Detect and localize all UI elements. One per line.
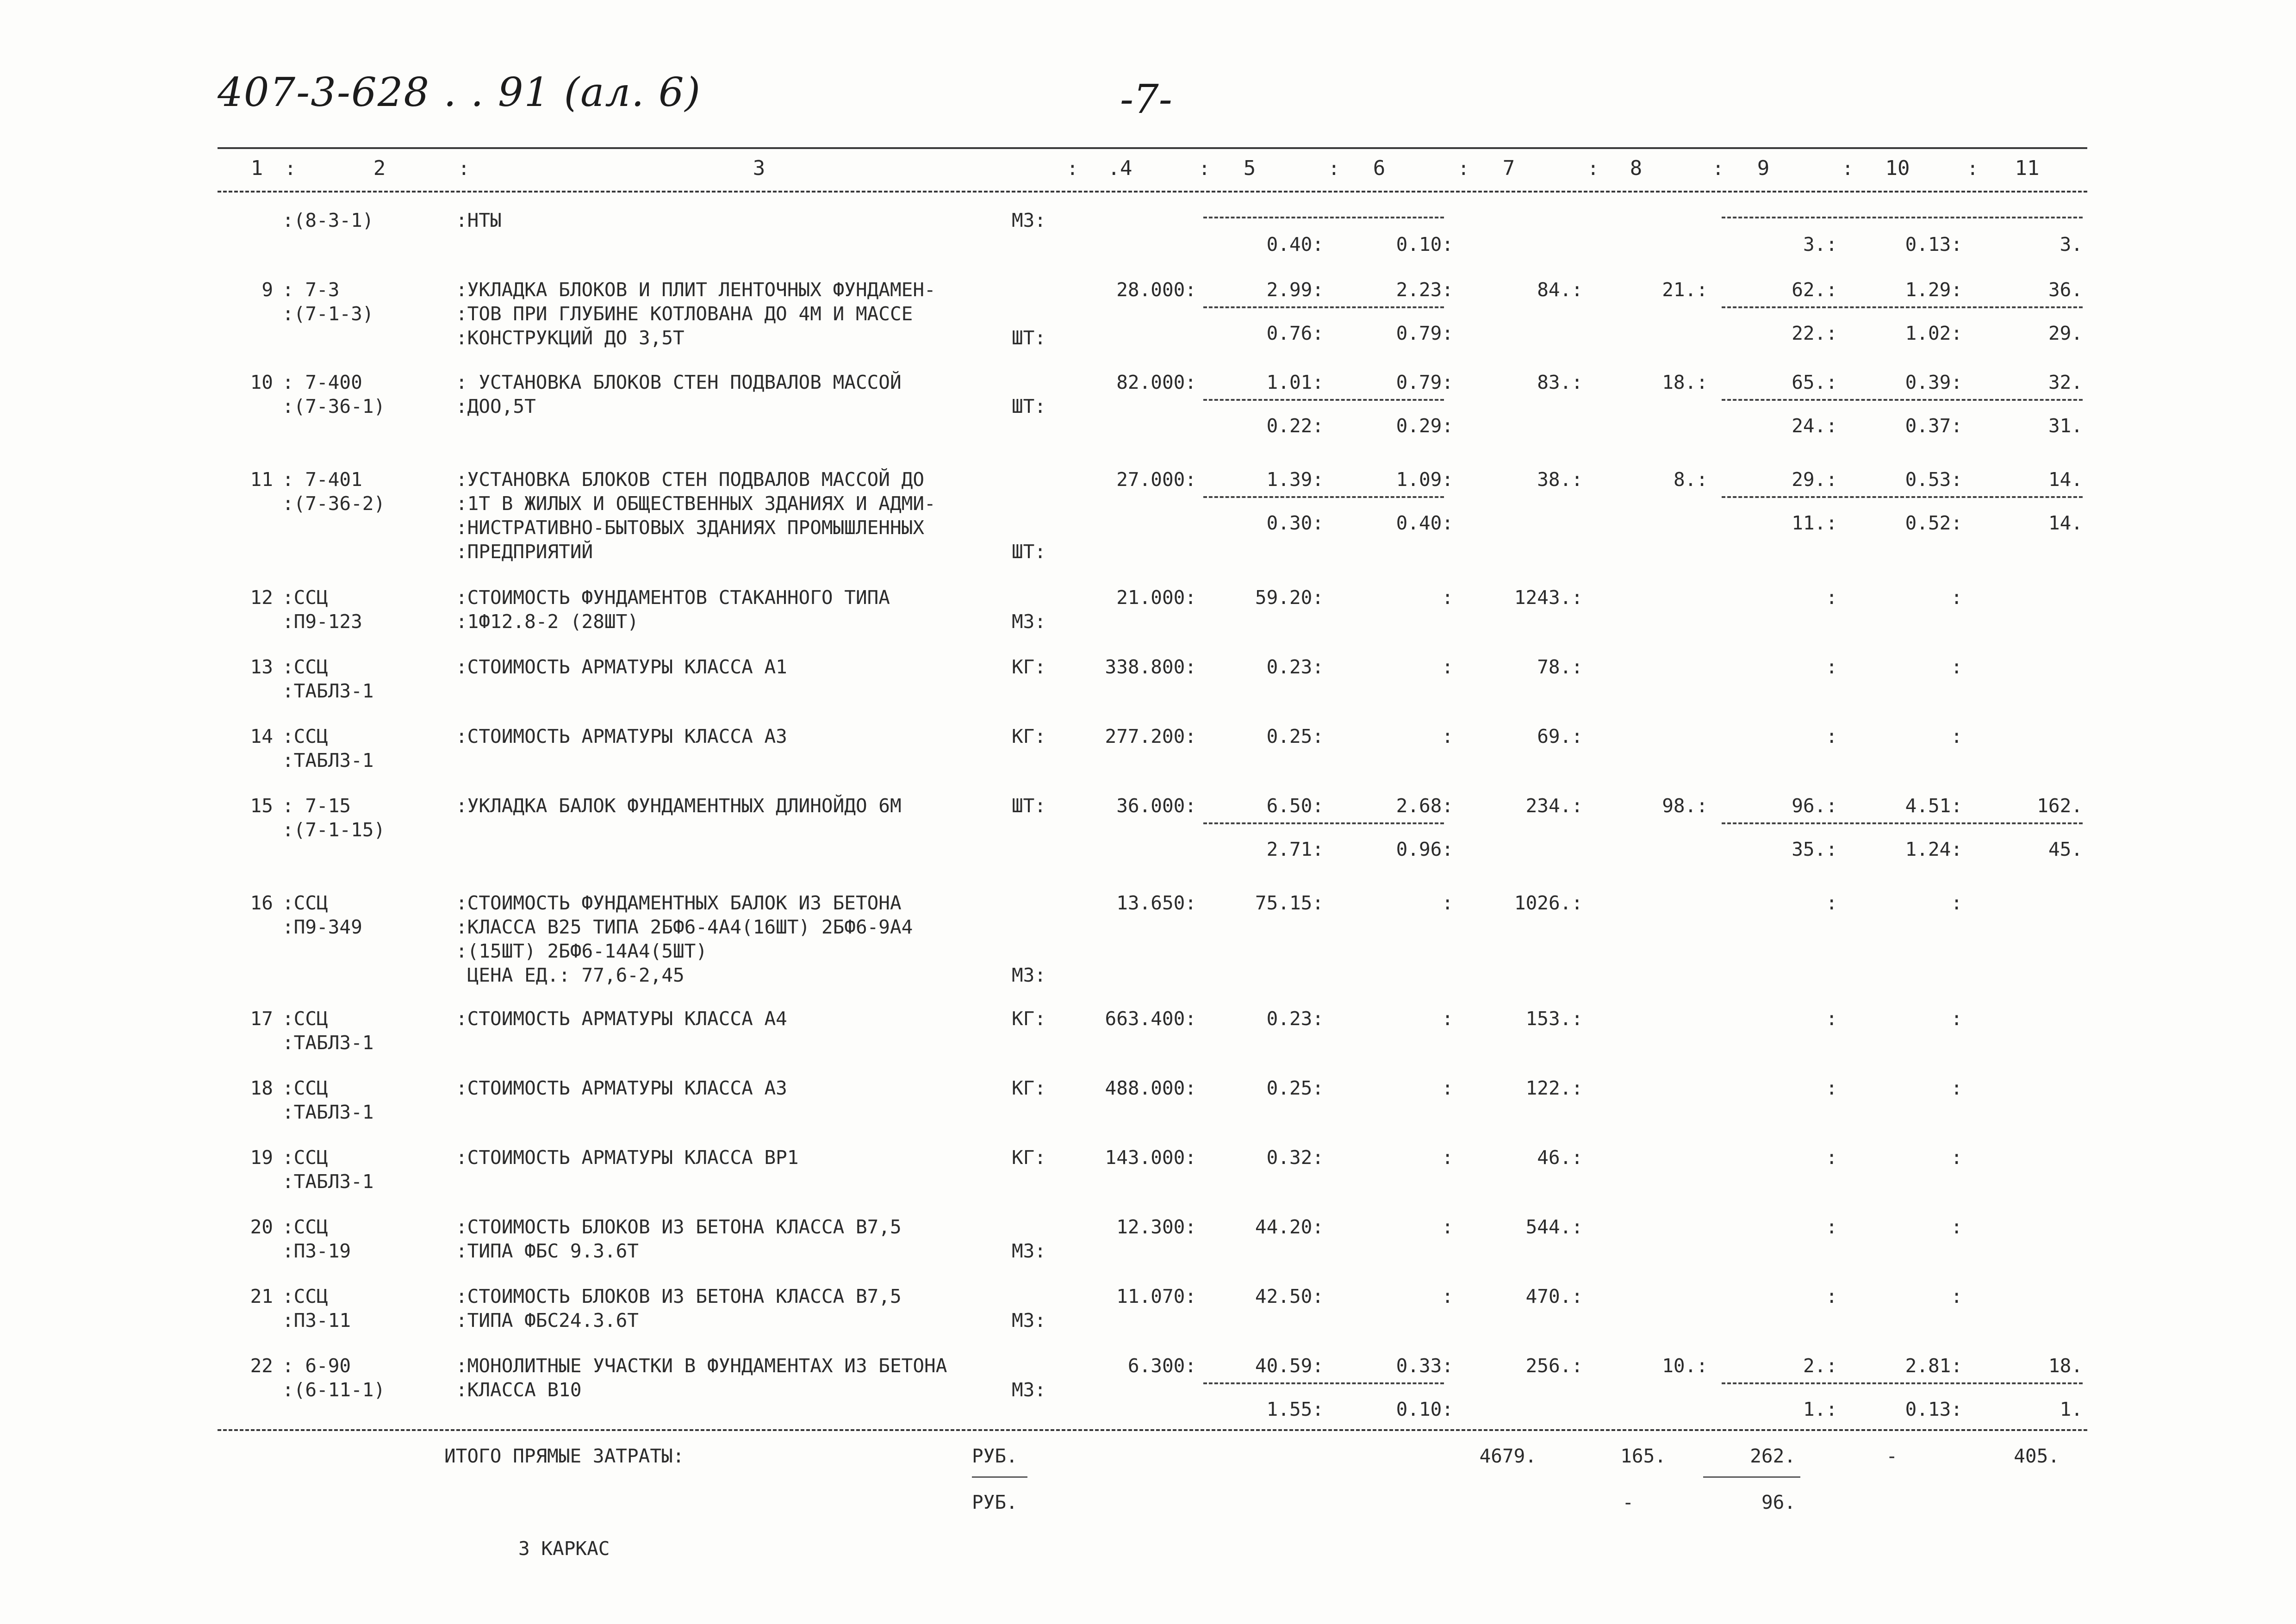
row-cell-c10: : <box>1951 725 1962 747</box>
sub-row-divider <box>1203 496 1444 498</box>
row-cell-c11: 1. <box>2060 1398 2083 1420</box>
sub-row-divider <box>1722 822 2083 824</box>
row-cell-c9: 29.: <box>1792 468 1837 491</box>
row-description: :СТОИМОСТЬ АРМАТУРЫ КЛАССА А3 <box>456 1077 787 1099</box>
totals-col9: 262. <box>1750 1445 1796 1467</box>
row-code: :ТАБЛ3-1 <box>282 1032 374 1054</box>
page-number: -7- <box>1120 76 1172 123</box>
row-cell-c7: 83.: <box>1537 371 1583 393</box>
row-description: :КЛАССА В25 ТИПА 2БФ6-4А4(16ШТ) 2БФ6-9А4 <box>456 916 913 938</box>
totals-col8-2: - <box>1622 1491 1634 1513</box>
row-cell-c9: 35.: <box>1792 838 1837 860</box>
row-cell-c5: 0.23: <box>1266 1008 1324 1030</box>
row-quantity: 663.400: <box>1105 1008 1196 1030</box>
row-code: :ССЦ <box>282 1285 328 1307</box>
column-separator: : <box>1199 157 1210 180</box>
column-separator: : <box>1328 157 1340 180</box>
row-cell-c10: 1.29: <box>1905 279 1962 301</box>
sub-row-divider <box>1203 399 1444 401</box>
row-cell-c9: 3.: <box>1803 233 1837 255</box>
row-cell-c5: 2.71: <box>1266 838 1324 860</box>
row-cell-c6: : <box>1442 586 1453 609</box>
row-cell-c10: : <box>1951 1077 1962 1099</box>
row-description: :СТОИМОСТЬ АРМАТУРЫ КЛАССА ВР1 <box>456 1146 799 1169</box>
sub-row-divider <box>1203 217 1444 218</box>
header-bottom-border <box>218 191 2087 193</box>
column-separator: : <box>1842 157 1854 180</box>
row-cell-c6: 0.10: <box>1396 233 1453 255</box>
row-description: :КОНСТРУКЦИЙ ДО 3,5Т <box>456 327 684 349</box>
row-description: :СТОИМОСТЬ БЛОКОВ ИЗ БЕТОНА КЛАССА В7,5 <box>456 1216 902 1238</box>
row-quantity: 28.000: <box>1116 279 1196 301</box>
row-description: :СТОИМОСТЬ АРМАТУРЫ КЛАССА А1 <box>456 656 787 678</box>
row-number: 10 <box>250 371 273 393</box>
totals-label: ИТОГО ПРЯМЫЕ ЗАТРАТЫ: <box>444 1445 684 1467</box>
row-quantity: 13.650: <box>1116 892 1196 914</box>
column-separator: : <box>285 157 296 180</box>
column-header-11: 11 <box>2015 156 2040 180</box>
row-cell-c5: 0.32: <box>1266 1146 1324 1169</box>
sub-row-divider <box>1722 399 2083 401</box>
row-quantity: 11.070: <box>1116 1285 1196 1307</box>
row-quantity: 27.000: <box>1116 468 1196 491</box>
row-cell-c5: 1.55: <box>1266 1398 1324 1420</box>
column-header-2: 2 <box>373 156 386 180</box>
sub-row-divider <box>1722 217 2083 218</box>
sub-row-divider <box>1722 496 2083 498</box>
sub-row-divider <box>1203 306 1444 308</box>
row-cell-c11: 14. <box>2048 468 2083 491</box>
row-cell-c10: : <box>1951 1285 1962 1307</box>
column-header-10: 10 <box>1885 156 1910 180</box>
row-description: :СТОИМОСТЬ ФУНДАМЕНТНЫХ БАЛОК ИЗ БЕТОНА <box>456 892 902 914</box>
row-unit: М3: <box>1011 964 1046 986</box>
totals-unit: РУБ. <box>972 1445 1018 1467</box>
row-cell-c10: 0.13: <box>1905 1398 1962 1420</box>
row-description: :МОНОЛИТНЫЕ УЧАСТКИ В ФУНДАМЕНТАХ ИЗ БЕТОНА <box>456 1355 947 1377</box>
row-cell-c5: 0.76: <box>1266 322 1324 344</box>
row-description: :1Т В ЖИЛЫХ И ОБЩЕСТВЕННЫХ ЗДАНИЯХ И АДМИ- <box>456 492 936 515</box>
row-unit: ШТ: <box>1011 327 1046 349</box>
row-cell-c8: 10.: <box>1662 1355 1708 1377</box>
column-separator: : <box>1587 157 1599 180</box>
row-description: :СТОИМОСТЬ ФУНДАМЕНТОВ СТАКАННОГО ТИПА <box>456 586 890 609</box>
row-number: 22 <box>250 1355 273 1377</box>
row-unit: М3: <box>1011 1379 1046 1401</box>
row-cell-c7: 256.: <box>1525 1355 1583 1377</box>
row-cell-c9: 1.: <box>1803 1398 1837 1420</box>
row-cell-c9: 11.: <box>1792 512 1837 534</box>
row-cell-c7: 122.: <box>1525 1077 1583 1099</box>
totals-underline-unit <box>972 1476 1027 1478</box>
row-code: :ССЦ <box>282 1216 328 1238</box>
row-code: : 6-90 <box>282 1355 351 1377</box>
row-cell-c11: 31. <box>2048 415 2083 437</box>
row-cell-c9: : <box>1826 586 1837 609</box>
row-unit: М3: <box>1011 1240 1046 1262</box>
row-code: : 7-3 <box>282 279 340 301</box>
row-number: 9 <box>261 279 273 301</box>
row-cell-c6: : <box>1442 656 1453 678</box>
row-cell-c7: 234.: <box>1525 795 1583 817</box>
row-cell-c7: 38.: <box>1537 468 1583 491</box>
row-cell-c11: 45. <box>2048 838 2083 860</box>
row-cell-c7: 153.: <box>1525 1008 1583 1030</box>
row-cell-c5: 1.01: <box>1266 371 1324 393</box>
row-code: :(7-36-2) <box>282 492 386 515</box>
row-description: :СТОИМОСТЬ БЛОКОВ ИЗ БЕТОНА КЛАССА В7,5 <box>456 1285 902 1307</box>
row-quantity: 21.000: <box>1116 586 1196 609</box>
row-quantity: 338.800: <box>1105 656 1196 678</box>
row-cell-c11: 18. <box>2048 1355 2083 1377</box>
row-quantity: 82.000: <box>1116 371 1196 393</box>
row-cell-c6: 0.10: <box>1396 1398 1453 1420</box>
row-cell-c6: 0.79: <box>1396 322 1453 344</box>
column-header-9: 9 <box>1757 156 1770 180</box>
column-header-1: 1 <box>250 156 263 180</box>
row-number: 19 <box>250 1146 273 1169</box>
row-description: :УКЛАДКА БЛОКОВ И ПЛИТ ЛЕНТОЧНЫХ ФУНДАМЕН- <box>456 279 936 301</box>
row-cell-c7: 1026.: <box>1514 892 1583 914</box>
sub-row-divider <box>1203 1382 1444 1384</box>
row-cell-c8: 18.: <box>1662 371 1708 393</box>
row-code: :(8-3-1) <box>282 209 374 231</box>
row-quantity: 277.200: <box>1105 725 1196 747</box>
totals-col11: 405. <box>2014 1445 2060 1467</box>
row-code: :П3-11 <box>282 1309 351 1332</box>
table-top-border <box>218 147 2087 149</box>
row-code: :ССЦ <box>282 892 328 914</box>
section-label: 3 КАРКАС <box>518 1537 610 1560</box>
row-cell-c5: 59.20: <box>1255 586 1324 609</box>
row-cell-c5: 0.30: <box>1266 512 1324 534</box>
row-cell-c9: : <box>1826 1216 1837 1238</box>
row-cell-c10: : <box>1951 586 1962 609</box>
row-cell-c7: 78.: <box>1537 656 1583 678</box>
row-cell-c9: : <box>1826 1008 1837 1030</box>
row-cell-c9: : <box>1826 1146 1837 1169</box>
row-description: :ДОО,5Т <box>456 395 536 417</box>
row-cell-c5: 75.15: <box>1255 892 1324 914</box>
row-code: :П3-19 <box>282 1240 351 1262</box>
row-number: 17 <box>250 1008 273 1030</box>
row-unit: КГ: <box>1011 725 1046 747</box>
row-cell-c5: 0.22: <box>1266 415 1324 437</box>
row-description: : УСТАНОВКА БЛОКОВ СТЕН ПОДВАЛОВ МАССОЙ <box>456 371 902 393</box>
row-cell-c8: 21.: <box>1662 279 1708 301</box>
row-description: :НИСТРАТИВНО-БЫТОВЫХ ЗДАНИЯХ ПРОМЫШЛЕННЫХ <box>456 516 925 539</box>
row-number: 18 <box>250 1077 273 1099</box>
row-cell-c5: 42.50: <box>1255 1285 1324 1307</box>
row-cell-c9: 65.: <box>1792 371 1837 393</box>
row-code: :(7-36-1) <box>282 395 386 417</box>
row-cell-c5: 2.99: <box>1266 279 1324 301</box>
sub-row-divider <box>1722 306 2083 308</box>
row-cell-c10: 1.24: <box>1905 838 1962 860</box>
row-description: :ТИПА ФБС24.3.6Т <box>456 1309 639 1332</box>
row-code: :П9-349 <box>282 916 362 938</box>
row-cell-c10: 1.02: <box>1905 322 1962 344</box>
row-cell-c10: : <box>1951 1008 1962 1030</box>
row-cell-c10: 0.37: <box>1905 415 1962 437</box>
row-number: 12 <box>250 586 273 609</box>
row-cell-c10: 0.52: <box>1905 512 1962 534</box>
row-unit: ШТ: <box>1011 541 1046 563</box>
row-description: :ТОВ ПРИ ГЛУБИНЕ КОТЛОВАНА ДО 4М И МАССЕ <box>456 303 913 325</box>
row-code: :ССЦ <box>282 1077 328 1099</box>
row-description: ЦЕНА ЕД.: 77,6-2,45 <box>456 964 684 986</box>
row-cell-c11: 36. <box>2048 279 2083 301</box>
row-cell-c9: 62.: <box>1792 279 1837 301</box>
row-cell-c6: : <box>1442 1008 1453 1030</box>
row-unit: М3: <box>1011 1309 1046 1332</box>
row-code: :ТАБЛ3-1 <box>282 1170 374 1193</box>
column-separator: : <box>1458 157 1469 180</box>
row-cell-c8: 8.: <box>1673 468 1708 491</box>
row-code: :ТАБЛ3-1 <box>282 749 374 772</box>
row-code: :ТАБЛ3-1 <box>282 1101 374 1123</box>
row-cell-c6: 1.09: <box>1396 468 1453 491</box>
table-bottom-border <box>218 1429 2087 1431</box>
row-cell-c6: 0.33: <box>1396 1355 1453 1377</box>
row-cell-c10: : <box>1951 656 1962 678</box>
row-code: :ССЦ <box>282 1146 328 1169</box>
row-cell-c6: 0.96: <box>1396 838 1453 860</box>
row-cell-c9: : <box>1826 656 1837 678</box>
row-cell-c9: : <box>1826 892 1837 914</box>
row-cell-c10: 0.53: <box>1905 468 1962 491</box>
row-cell-c11: 162. <box>2037 795 2083 817</box>
row-quantity: 6.300: <box>1127 1355 1196 1377</box>
row-code: :(6-11-1) <box>282 1379 386 1401</box>
row-code: :ТАБЛ3-1 <box>282 680 374 702</box>
row-cell-c7: 46.: <box>1537 1146 1583 1169</box>
document-code: 407-3-628 . . 91 (ал. 6) <box>218 69 702 116</box>
row-cell-c11: 3. <box>2060 233 2083 255</box>
row-unit: КГ: <box>1011 1077 1046 1099</box>
row-code: :ССЦ <box>282 725 328 747</box>
row-cell-c10: : <box>1951 1146 1962 1169</box>
row-number: 14 <box>250 725 273 747</box>
row-description: :УКЛАДКА БАЛОК ФУНДАМЕНТНЫХ ДЛИНОЙДО 6М <box>456 795 902 817</box>
row-cell-c7: 1243.: <box>1514 586 1583 609</box>
row-cell-c7: 84.: <box>1537 279 1583 301</box>
row-cell-c10: 0.13: <box>1905 233 1962 255</box>
totals-col9-2: 96. <box>1761 1491 1796 1513</box>
row-cell-c6: 0.79: <box>1396 371 1453 393</box>
row-cell-c6: 2.23: <box>1396 279 1453 301</box>
row-description: :СТОИМОСТЬ АРМАТУРЫ КЛАССА А3 <box>456 725 787 747</box>
row-unit: КГ: <box>1011 1008 1046 1030</box>
row-cell-c5: 0.25: <box>1266 1077 1324 1099</box>
row-cell-c9: : <box>1826 1285 1837 1307</box>
row-number: 16 <box>250 892 273 914</box>
totals-col8: 165. <box>1620 1445 1666 1467</box>
row-cell-c9: 24.: <box>1792 415 1837 437</box>
row-cell-c9: 2.: <box>1803 1355 1837 1377</box>
row-unit: ШТ: <box>1011 395 1046 417</box>
row-cell-c10: 2.81: <box>1905 1355 1962 1377</box>
row-description: :ТИПА ФБС 9.3.6Т <box>456 1240 639 1262</box>
row-cell-c5: 0.23: <box>1266 656 1324 678</box>
row-quantity: 488.000: <box>1105 1077 1196 1099</box>
row-description: :СТОИМОСТЬ АРМАТУРЫ КЛАССА А4 <box>456 1008 787 1030</box>
row-number: 11 <box>250 468 273 491</box>
row-code: :ССЦ <box>282 656 328 678</box>
row-cell-c9: 22.: <box>1792 322 1837 344</box>
row-description: :ПРЕДПРИЯТИЙ <box>456 541 593 563</box>
row-cell-c5: 40.59: <box>1255 1355 1324 1377</box>
row-cell-c9: : <box>1826 1077 1837 1099</box>
row-cell-c6: : <box>1442 1216 1453 1238</box>
row-cell-c10: : <box>1951 1216 1962 1238</box>
row-cell-c11: 14. <box>2048 512 2083 534</box>
row-cell-c6: 2.68: <box>1396 795 1453 817</box>
row-unit: М3: <box>1011 209 1046 231</box>
row-code: :ССЦ <box>282 586 328 609</box>
row-cell-c8: 98.: <box>1662 795 1708 817</box>
row-code: :(7-1-3) <box>282 303 374 325</box>
row-cell-c7: 544.: <box>1525 1216 1583 1238</box>
row-unit: М3: <box>1011 610 1046 633</box>
row-code: :ССЦ <box>282 1008 328 1030</box>
column-header-3: 3 <box>753 156 765 180</box>
row-cell-c6: : <box>1442 725 1453 747</box>
row-cell-c6: 0.40: <box>1396 512 1453 534</box>
row-cell-c9: : <box>1826 725 1837 747</box>
row-cell-c5: 6.50: <box>1266 795 1324 817</box>
row-cell-c7: 470.: <box>1525 1285 1583 1307</box>
sub-row-divider <box>1203 822 1444 824</box>
column-header-7: 7 <box>1502 156 1515 180</box>
column-header-6: 6 <box>1373 156 1386 180</box>
row-unit: КГ: <box>1011 656 1046 678</box>
row-cell-c6: : <box>1442 1285 1453 1307</box>
row-unit: КГ: <box>1011 1146 1046 1169</box>
row-cell-c11: 29. <box>2048 322 2083 344</box>
row-quantity: 12.300: <box>1116 1216 1196 1238</box>
row-cell-c7: 69.: <box>1537 725 1583 747</box>
row-number: 21 <box>250 1285 273 1307</box>
row-code: :(7-1-15) <box>282 819 386 841</box>
row-quantity: 36.000: <box>1116 795 1196 817</box>
row-unit: ШТ: <box>1011 795 1046 817</box>
row-description: :1Ф12.8-2 (28ШТ) <box>456 610 639 633</box>
row-number: 20 <box>250 1216 273 1238</box>
row-cell-c10: 4.51: <box>1905 795 1962 817</box>
row-cell-c5: 1.39: <box>1266 468 1324 491</box>
row-description: :НТЫ <box>456 209 502 231</box>
column-header-5: 5 <box>1243 156 1256 180</box>
totals-unit-2: РУБ. <box>972 1491 1018 1513</box>
row-quantity: 143.000: <box>1105 1146 1196 1169</box>
row-description: :УСТАНОВКА БЛОКОВ СТЕН ПОДВАЛОВ МАССОЙ ДО <box>456 468 925 491</box>
column-separator: : <box>1067 157 1078 180</box>
row-cell-c6: : <box>1442 892 1453 914</box>
row-number: 13 <box>250 656 273 678</box>
row-code: : 7-400 <box>282 371 362 393</box>
totals-col10: - <box>1886 1445 1898 1467</box>
row-description: :(15ШТ) 2БФ6-14А4(5ШТ) <box>456 940 708 962</box>
row-cell-c5: 0.25: <box>1266 725 1324 747</box>
row-cell-c6: : <box>1442 1146 1453 1169</box>
row-code: : 7-401 <box>282 468 362 491</box>
row-cell-c10: : <box>1951 892 1962 914</box>
column-separator: : <box>1967 157 1979 180</box>
column-header-8: 8 <box>1630 156 1643 180</box>
row-code: :П9-123 <box>282 610 362 633</box>
totals-col7: 4679. <box>1479 1445 1537 1467</box>
row-cell-c5: 44.20: <box>1255 1216 1324 1238</box>
row-number: 15 <box>250 795 273 817</box>
column-separator: : <box>1712 157 1724 180</box>
row-cell-c11: 32. <box>2048 371 2083 393</box>
totals-underline-col9 <box>1703 1476 1800 1478</box>
row-cell-c5: 0.40: <box>1266 233 1324 255</box>
row-cell-c10: 0.39: <box>1905 371 1962 393</box>
row-cell-c9: 96.: <box>1792 795 1837 817</box>
row-description: :КЛАССА В10 <box>456 1379 582 1401</box>
column-separator: : <box>458 157 470 180</box>
sub-row-divider <box>1722 1382 2083 1384</box>
row-code: : 7-15 <box>282 795 351 817</box>
row-cell-c6: : <box>1442 1077 1453 1099</box>
column-header-4: .4 <box>1108 156 1132 180</box>
row-cell-c6: 0.29: <box>1396 415 1453 437</box>
